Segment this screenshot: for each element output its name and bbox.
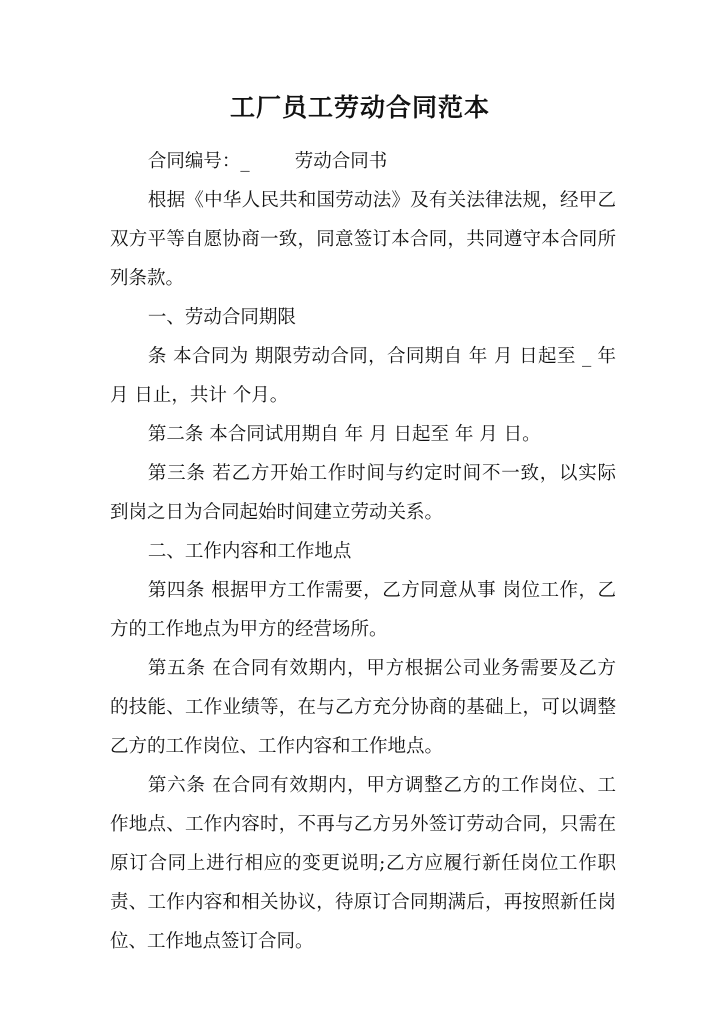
- article-6: 第六条 在合同有效期内，甲方调整乙方的工作岗位、工作地点、工作内容时，不再与乙方另外签订劳动合同，只需在原订合同上进行相应的变更说明;乙方应履行新任岗位工作职责、工作内容和相关协议，待原订合同期满后，再按照新任岗位、工作地点签订合同。: [110, 775, 616, 952]
- article-2: 第二条 本合同试用期自 年 月 日起至 年 月 日。: [147, 424, 541, 445]
- contract-book-label: 劳动合同书: [294, 151, 388, 172]
- article-3: 第三条 若乙方开始工作时间与约定时间不一致，以实际到岗之日为合同起始时间建立劳动关系。: [110, 463, 616, 523]
- contract-number-label: 合同编号：_: [147, 151, 250, 172]
- document-title: 工厂员工劳动合同范本: [229, 93, 490, 122]
- document-body: [110, 142, 616, 961]
- contract-number-line: [110, 142, 616, 181]
- paragraph-intro: 根据《中华人民共和国劳动法》及有关法律法规，经甲乙双方平等自愿协商一致，同意签订本合同，共同遵守本合同所列条款。: [110, 190, 616, 289]
- section-heading-work: 二、工作内容和工作地点: [147, 541, 352, 562]
- article-1: 条 本合同为 期限劳动合同，合同期自 年 月 日起至 _ 年 月 日止，共计 个月。: [110, 346, 616, 406]
- article-4: 第四条 根据甲方工作需要，乙方同意从事 岗位工作，乙方的工作地点为甲方的经营场所。: [110, 580, 616, 640]
- article-5: 第五条 在合同有效期内，甲方根据公司业务需要及乙方的技能、工作业绩等，在与乙方充分协商的基础上，可以调整乙方的工作岗位、工作内容和工作地点。: [110, 658, 616, 757]
- section-heading-term: 一、劳动合同期限: [147, 307, 296, 328]
